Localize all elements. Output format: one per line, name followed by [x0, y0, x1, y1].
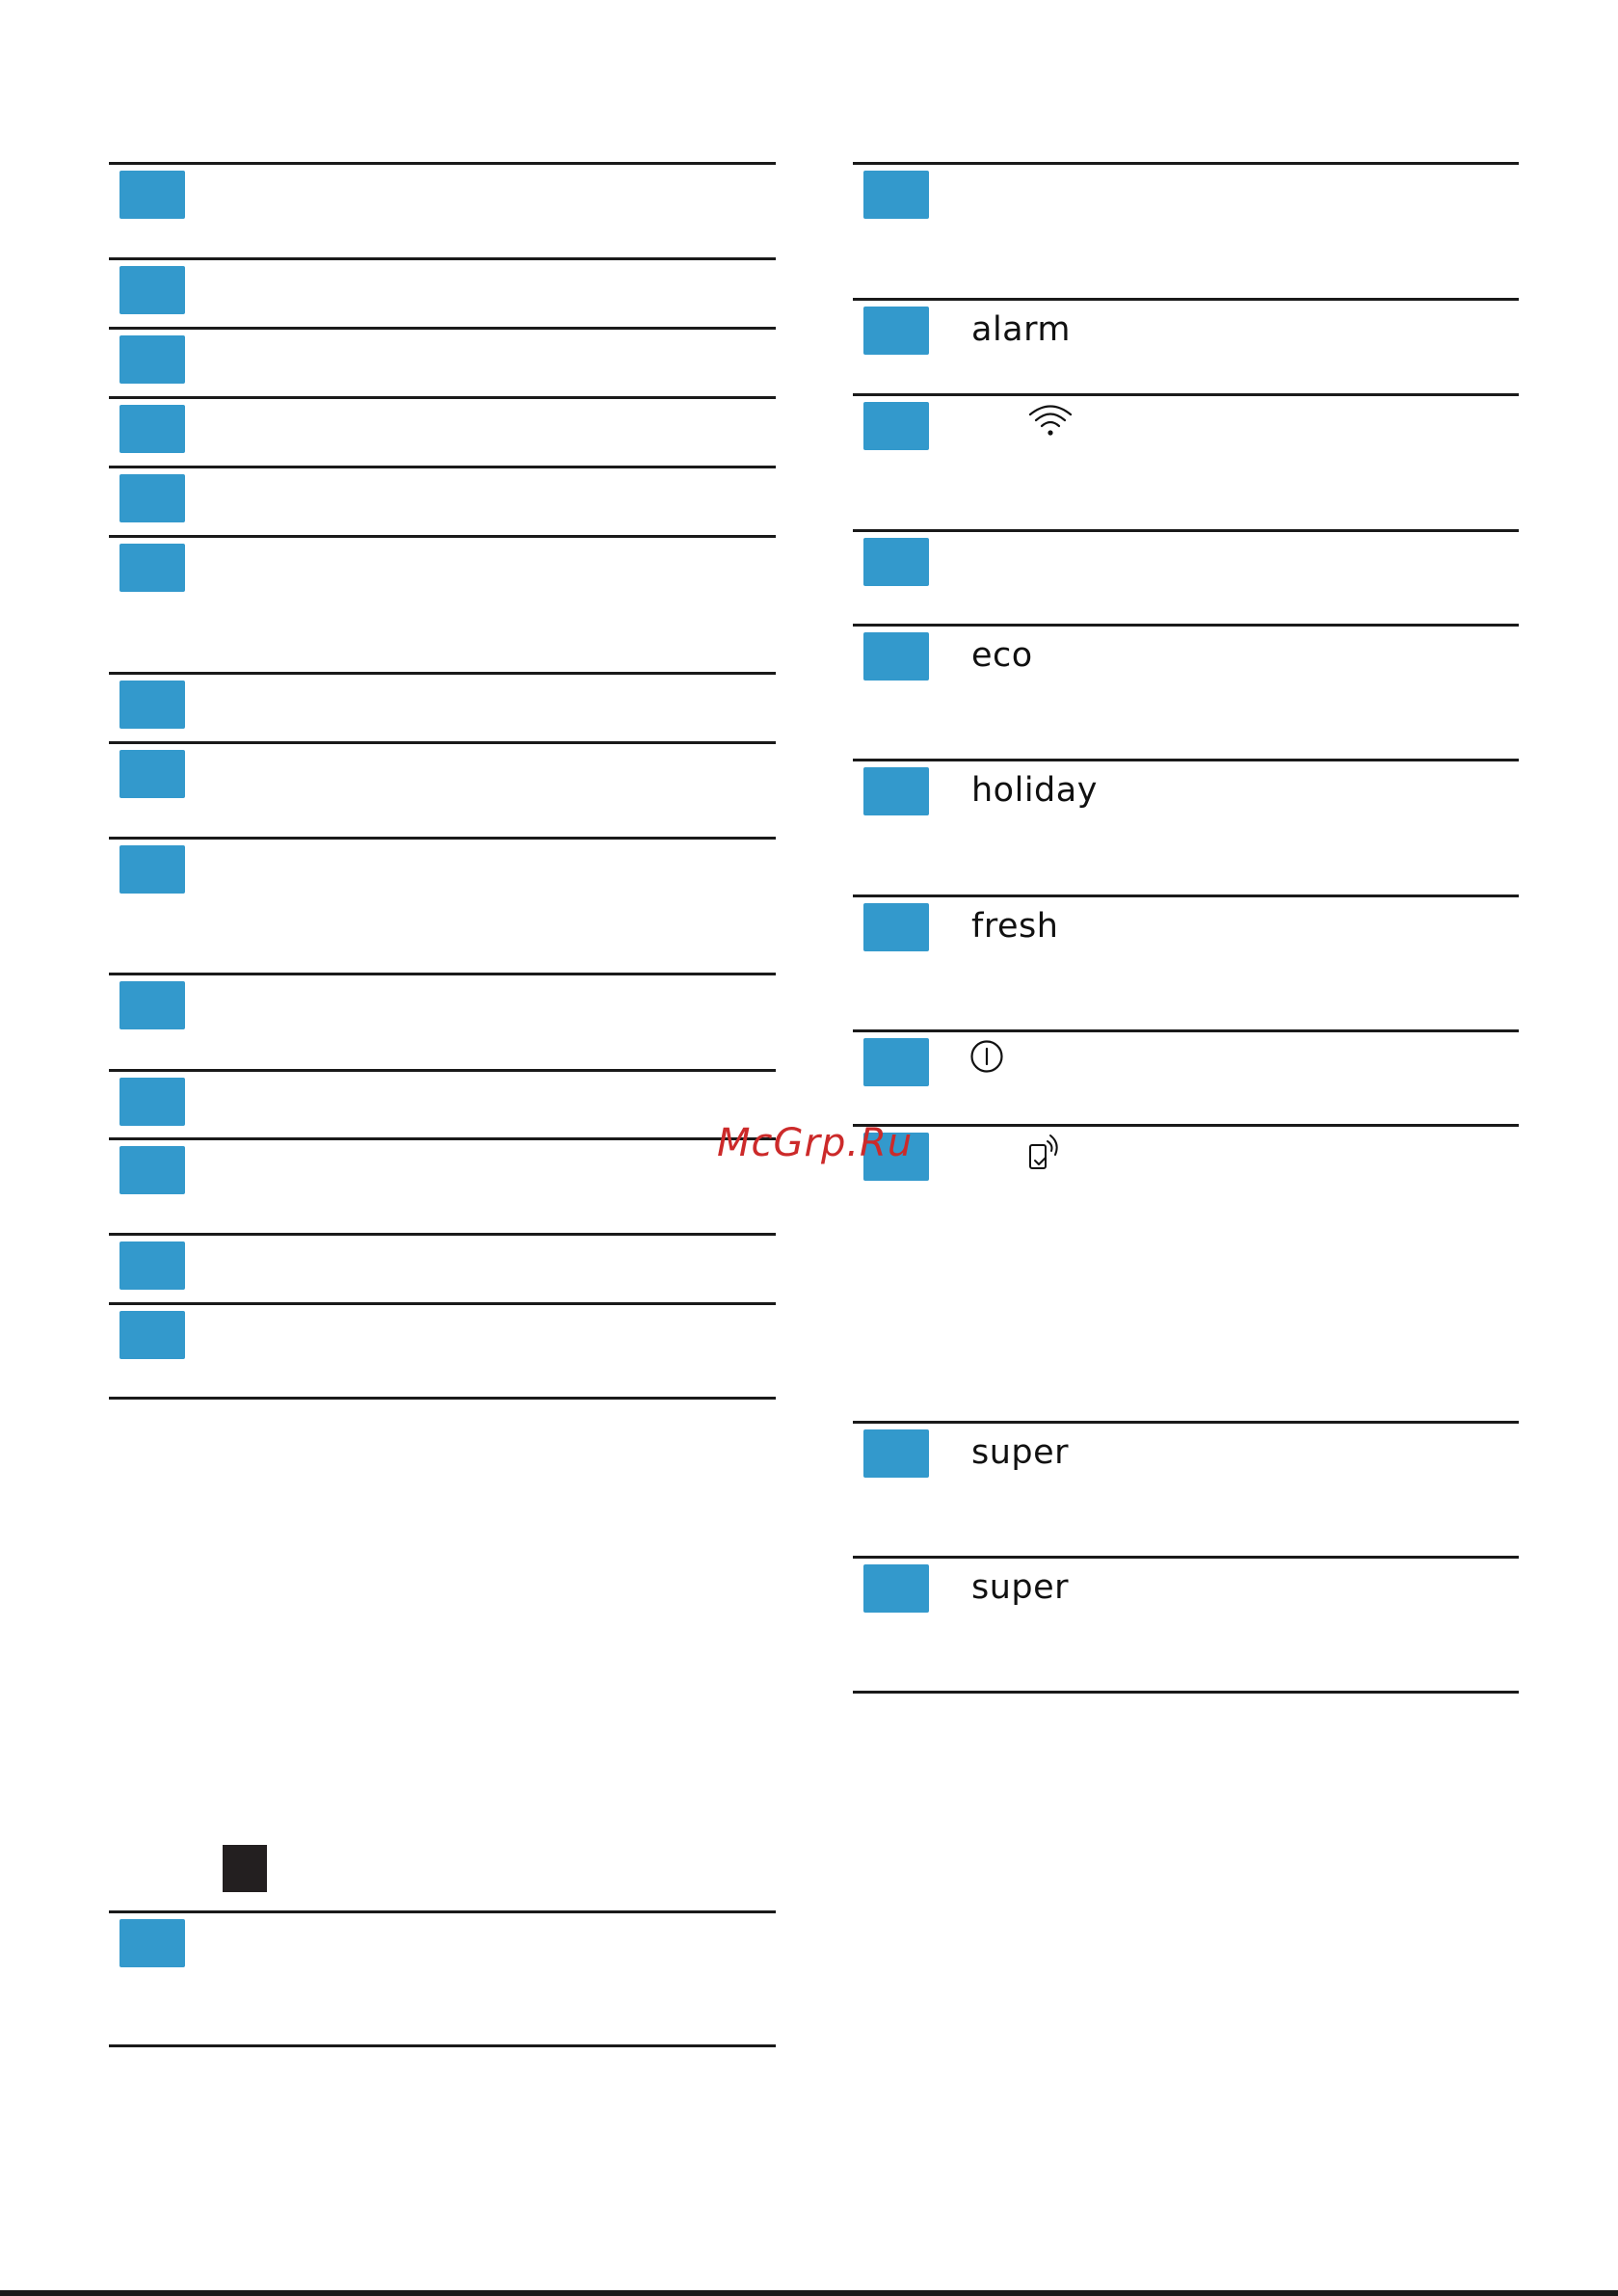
- table-row: [109, 1910, 776, 2047]
- wifi-icon: [1027, 402, 1074, 441]
- table-row: [853, 624, 1519, 759]
- black-square-marker: [223, 1845, 267, 1892]
- table-row: [109, 396, 776, 466]
- table-row: [853, 1124, 1519, 1421]
- item-number-badge: [119, 1919, 185, 1967]
- item-number-badge: [119, 1241, 185, 1290]
- item-number-badge: [119, 335, 185, 384]
- holiday-label: holiday: [971, 771, 1098, 810]
- item-number-badge: [119, 474, 185, 522]
- item-number-badge: [863, 767, 929, 815]
- super-label: super: [971, 1433, 1070, 1472]
- table-row: [109, 837, 776, 973]
- item-number-badge: [119, 266, 185, 314]
- table-row: [109, 672, 776, 741]
- table-row: [853, 298, 1519, 393]
- table-row: [109, 162, 776, 257]
- item-number-badge: [119, 845, 185, 894]
- item-number-badge: [119, 1078, 185, 1126]
- table-row: [109, 1233, 776, 1302]
- item-number-badge: [863, 538, 929, 586]
- table-row: [109, 327, 776, 396]
- table-row: [109, 1069, 776, 1137]
- item-number-badge: [863, 1564, 929, 1613]
- table-row: [853, 529, 1519, 624]
- table-row: [109, 1137, 776, 1233]
- item-number-badge: [119, 750, 185, 798]
- item-number-badge: [119, 681, 185, 729]
- remote-start-icon: [1026, 1132, 1061, 1174]
- item-number-badge: [119, 981, 185, 1029]
- table-row: [109, 741, 776, 837]
- eco-label: eco: [971, 636, 1033, 675]
- table-row: [853, 162, 1519, 298]
- item-number-badge: [119, 1311, 185, 1359]
- table-row: [853, 393, 1519, 529]
- power-icon: [969, 1039, 1004, 1074]
- item-number-badge: [119, 405, 185, 453]
- table-row: [853, 759, 1519, 894]
- page-footer-bar: [0, 2290, 1618, 2296]
- item-number-badge: [119, 544, 185, 592]
- fresh-label: fresh: [971, 907, 1059, 946]
- item-number-badge: [863, 171, 929, 219]
- table-row: [109, 257, 776, 327]
- alarm-label: alarm: [971, 310, 1071, 349]
- item-number-badge: [863, 1429, 929, 1478]
- super-label: super: [971, 1568, 1070, 1607]
- table-row: [853, 1556, 1519, 1694]
- watermark-text: McGrp.Ru: [717, 1121, 914, 1165]
- item-number-badge: [863, 632, 929, 681]
- item-number-badge: [863, 307, 929, 355]
- table-row: [109, 973, 776, 1069]
- table-row: [109, 466, 776, 535]
- table-row: [109, 1302, 776, 1400]
- table-row: [853, 1029, 1519, 1124]
- item-number-badge: [863, 903, 929, 951]
- table-row: [109, 535, 776, 672]
- item-number-badge: [863, 402, 929, 450]
- item-number-badge: [119, 171, 185, 219]
- item-number-badge: [119, 1146, 185, 1194]
- table-row: [853, 894, 1519, 1029]
- item-number-badge: [863, 1038, 929, 1086]
- table-row: [853, 1421, 1519, 1556]
